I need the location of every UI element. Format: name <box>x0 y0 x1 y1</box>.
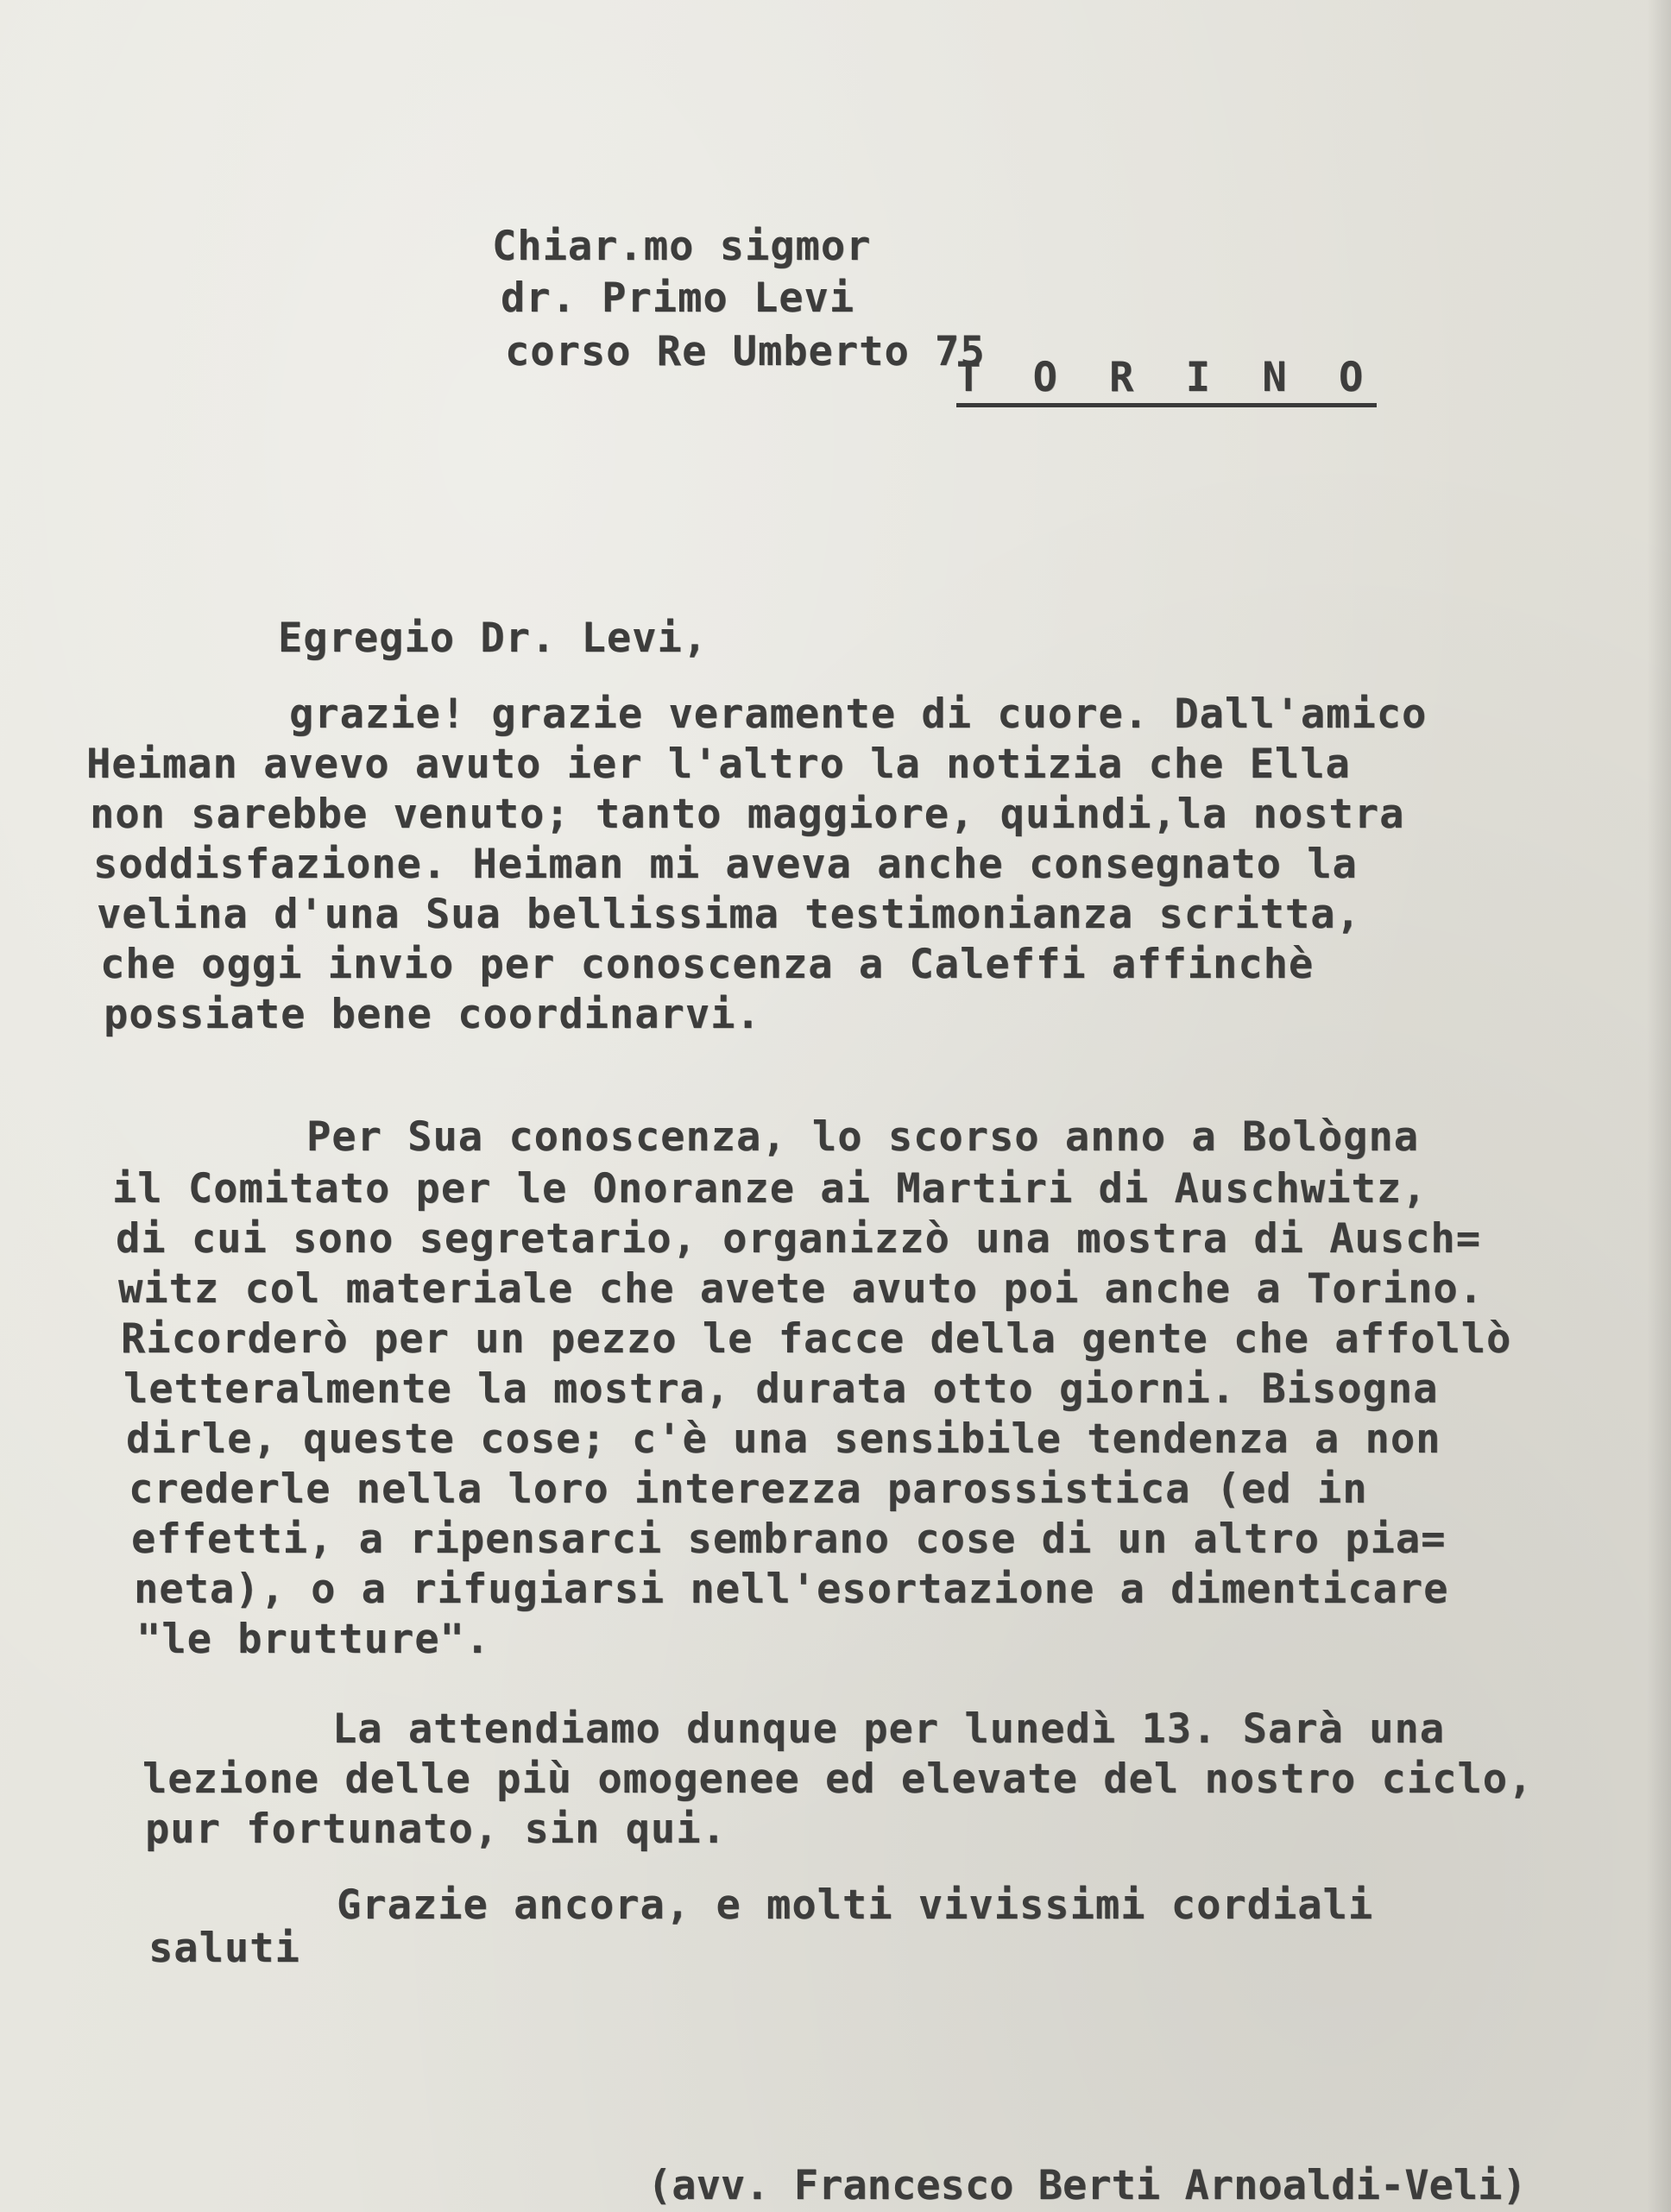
paragraph-2-line: di cui sono segretario, organizzò una mostra di Ausch= <box>116 1215 1482 1263</box>
address-city: T O R I N O <box>956 354 1377 407</box>
paragraph-1-line: possiate bene coordinarvi. <box>104 991 761 1038</box>
paragraph-3-line: lezione delle più omogenee ed elevate del nostro ciclo, <box>142 1755 1534 1803</box>
closing-line: saluti <box>148 1925 300 1972</box>
address-line-2: dr. Primo Levi <box>501 274 855 322</box>
paragraph-2-line: Ricorderò per un pezzo le facce della gente che affollò <box>121 1315 1512 1363</box>
paragraph-2-line: crederle nella loro interezza parossistica (ed in <box>129 1465 1368 1513</box>
paragraph-1-line: che oggi invio per conoscenza a Caleffi affinchè <box>100 941 1315 988</box>
paragraph-2-line: "le brutture". <box>136 1616 491 1663</box>
address-line-3: corso Re Umberto 75 <box>505 328 986 375</box>
paragraph-2-line: neta), o a rifugiarsi nell'esortazione a dimenticare <box>134 1566 1449 1613</box>
paragraph-2-line: witz col materiale che avete avuto poi anche a Torino. <box>118 1265 1485 1313</box>
paragraph-1-line: soddisfazione. Heiman mi aveva anche consegnato la <box>93 841 1358 888</box>
paragraph-2-line: Per Sua conoscenza, lo scorso anno a Bològna <box>306 1113 1420 1161</box>
paragraph-1-line: non sarebbe venuto; tanto maggiore, quindi,la nostra <box>90 791 1405 838</box>
paragraph-2-line: il Comitato per le Onoranze ai Martiri di Auschwitz, <box>112 1165 1428 1213</box>
paragraph-1-line: velina d'una Sua bellissima testimonianza scritta, <box>97 891 1361 938</box>
closing-line: Grazie ancora, e molti vivissimi cordiali <box>337 1881 1374 1929</box>
paragraph-2-line: effetti, a ripensarci sembrano cose di un altro pia= <box>131 1516 1447 1563</box>
paragraph-1-line: Heiman avevo avuto ier l'altro la notizia che Ella <box>86 740 1351 788</box>
paragraph-2-line: dirle, queste cose; c'è una sensibile tendenza a non <box>126 1415 1441 1463</box>
address-line-1: Chiar.mo sigmor <box>492 223 872 270</box>
paragraph-1-line: grazie! grazie veramente di cuore. Dall'amico <box>289 690 1428 738</box>
salutation: Egregio Dr. Levi, <box>278 614 709 662</box>
paragraph-3-line: La attendiamo dunque per lunedì 13. Sarà una <box>332 1705 1446 1753</box>
paragraph-2-line: letteralmente la mostra, durata otto giorni. Bisogna <box>123 1365 1439 1413</box>
paragraph-3-line: pur fortunato, sin qui. <box>145 1806 727 1853</box>
signature: (avv. Francesco Berti Arnoaldi-Veli) <box>647 2162 1527 2209</box>
